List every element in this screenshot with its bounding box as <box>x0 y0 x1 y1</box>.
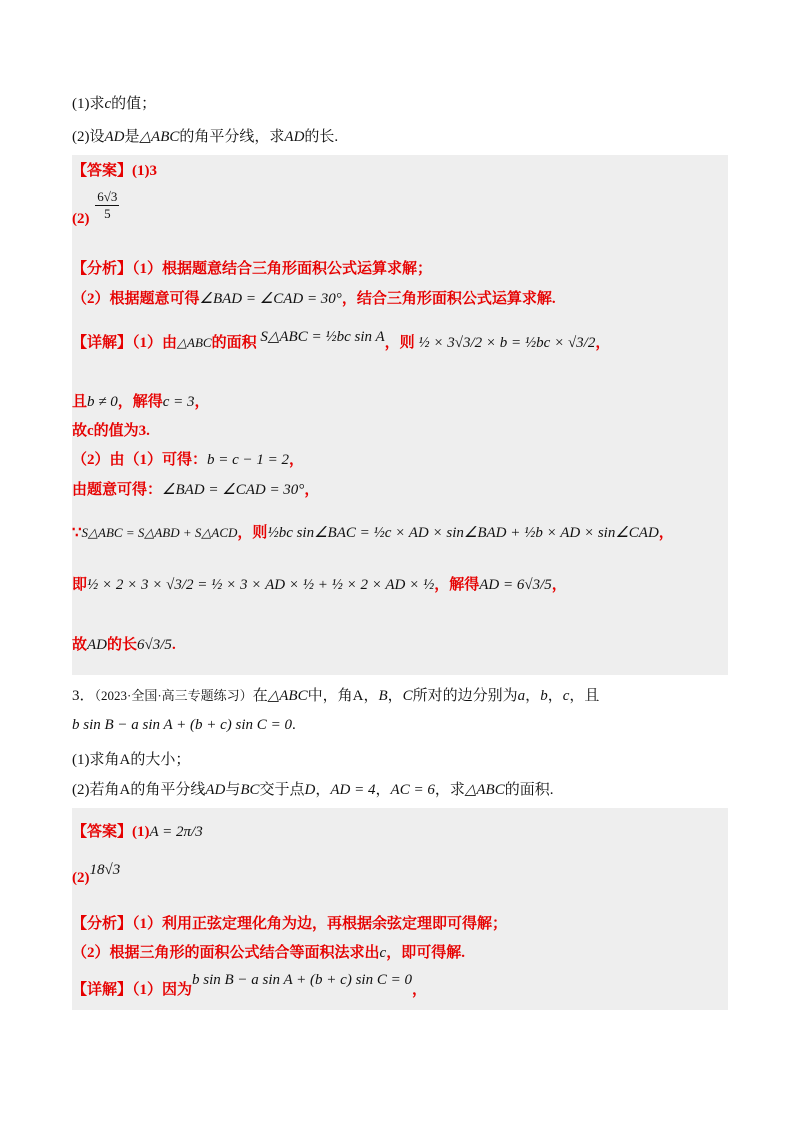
text: ， <box>304 482 320 498</box>
text: 交于点 <box>259 782 305 798</box>
math-formula: ½ × 2 × 3 × √3/2 = ½ × 3 × AD × ½ + ½ × 2 × AD × ½ <box>87 577 435 593</box>
detail-line-3: 故c的值为3. <box>72 423 150 439</box>
math-var: AD <box>284 129 305 145</box>
text: ， <box>595 335 611 351</box>
math-var: △ABC <box>139 129 180 145</box>
q3-analysis-2 <box>72 943 465 963</box>
text: 故 <box>72 637 88 653</box>
math-formula: AD = 6√3/5 <box>479 577 552 593</box>
detail-line-8 <box>72 635 176 655</box>
numerator: 6√3 <box>97 189 118 204</box>
question-part-1 <box>72 94 156 114</box>
detail-line-5 <box>72 480 319 500</box>
math-formula: c = 3 <box>162 394 195 410</box>
answer-part-2 <box>72 189 121 236</box>
math-formula: ∠BAD = ∠CAD = 30° <box>162 482 305 498</box>
math-var: BC <box>240 782 260 798</box>
detail-line-6 <box>72 523 674 543</box>
q3-answer-1 <box>72 822 203 842</box>
answer-label: 【答案】(1)3 <box>72 163 157 179</box>
question-3-part-2: (2)若角A的角平分线AD与BC交于点D，AD = 4，AC = 6，求△ABC的面积. <box>72 782 554 798</box>
math-var: c <box>379 945 387 961</box>
text: ， <box>194 394 210 410</box>
question-part-2 <box>72 127 338 147</box>
text: 【详解】（1）由 <box>72 335 178 351</box>
text: 的角平分线，求 <box>179 129 285 145</box>
math-var: △ABC <box>267 688 308 704</box>
text: ，则 <box>237 525 268 541</box>
text: 【详解】（1）因为 <box>72 982 193 998</box>
text: 所对的边分别为 <box>412 688 518 704</box>
math-var: B <box>378 688 388 704</box>
analysis-line-2 <box>72 289 556 309</box>
math-var: C <box>402 688 413 704</box>
text: ，解得 <box>117 394 163 410</box>
question-3-part-1: (1)求角A的大小； <box>72 752 191 768</box>
text: (2)若角A的角平分线 <box>72 782 206 798</box>
math-formula: b sin B − a sin A + (b + c) sin C = 0 <box>72 717 292 733</box>
text: . <box>171 637 176 653</box>
source: （2023·全国·高三专题练习） <box>94 688 253 703</box>
answer-box-q3 <box>72 808 728 1010</box>
answer-box <box>72 155 728 675</box>
text: ， <box>289 452 305 468</box>
text: (1)求 <box>72 96 105 112</box>
text: 的面积. <box>504 782 554 798</box>
text: ， <box>658 525 674 541</box>
text: 且 <box>72 394 88 410</box>
math-formula: ∠BAD = ∠CAD = 30° <box>199 291 342 307</box>
math-var: △ABC <box>177 335 212 350</box>
math-var: D <box>304 782 316 798</box>
text: ，结合三角形面积公式运算求解. <box>341 291 556 307</box>
text: ， <box>315 782 331 798</box>
text: 的面积 <box>211 335 257 351</box>
q3-answer-2 <box>72 862 121 888</box>
math-formula: ½ × 3√3/2 × b = ½bc × √3/2 <box>418 335 596 351</box>
q3-detail-1 <box>72 972 427 1000</box>
text: 即 <box>72 577 88 593</box>
text: ，且 <box>569 688 600 704</box>
q3-analysis-1: 【分析】（1）利用正弦定理化角为边，再根据余弦定理即可得解； <box>72 916 508 932</box>
math-formula: S△ABC = ½bc sin A <box>260 329 385 345</box>
math-formula: ½bc sin∠BAC = ½c × AD × sin∠BAD + ½b × AD × sin∠CAD <box>267 525 659 541</box>
detail-line-4 <box>72 450 304 470</box>
text: 中，角 <box>307 688 353 704</box>
text: ∵ <box>72 525 82 541</box>
math-var: △ABC <box>464 782 505 798</box>
math-var: b <box>540 688 548 704</box>
question-3-condition <box>72 715 296 735</box>
text: 由题意可得： <box>72 482 163 498</box>
text: ，求 <box>434 782 465 798</box>
question-3-intro: 3．（2023·全国·高三专题练习）在△ABC中，角A，B，C所对的边分别为a，b，c，且 <box>72 688 600 704</box>
text: (2) <box>72 870 90 886</box>
text: . <box>291 717 296 733</box>
math-var: c <box>562 688 570 704</box>
math-formula: A = 2π/3 <box>149 824 203 840</box>
text: 与 <box>225 782 241 798</box>
text: 的长. <box>304 129 339 145</box>
text: 的值； <box>111 96 157 112</box>
analysis-line-1: 【分析】（1）根据题意结合三角形面积公式运算求解； <box>72 261 433 277</box>
text: ，即可得解. <box>386 945 465 961</box>
math-var: AD <box>87 637 108 653</box>
math-var: AD <box>205 782 226 798</box>
text: ， <box>411 982 427 998</box>
text: 在 <box>252 688 268 704</box>
text: (2) <box>72 210 90 227</box>
fraction <box>95 189 119 222</box>
text: （2）由（1）可得： <box>72 452 208 468</box>
detail-line-7 <box>72 575 567 595</box>
text: ，解得 <box>434 577 480 593</box>
math-var: A <box>352 688 364 704</box>
text: （2）根据三角形的面积公式结合等面积法求出 <box>72 945 380 961</box>
math-formula: b ≠ 0 <box>87 394 118 410</box>
detail-line-1 <box>72 329 611 353</box>
math-var: AD <box>104 129 125 145</box>
math-formula: 18√3 <box>89 862 121 878</box>
math-formula: S△ABC = S△ABD + S△ACD <box>81 525 238 540</box>
denominator: 5 <box>104 206 111 221</box>
math-formula: b sin B − a sin A + (b + c) sin C = 0 <box>192 972 412 988</box>
text: ，则 <box>384 335 415 351</box>
math-formula: 6√3/5 <box>137 637 172 653</box>
text: (2)设 <box>72 129 105 145</box>
math-var: a <box>517 688 526 704</box>
text: 【答案】(1) <box>72 824 150 840</box>
text: 的长 <box>107 637 138 653</box>
math-formula: AC = 6 <box>390 782 435 798</box>
question-number: 3． <box>72 688 95 704</box>
text: 是 <box>124 129 140 145</box>
text: （2）根据题意可得 <box>72 291 200 307</box>
text: ， <box>551 577 567 593</box>
math-var: c <box>104 96 112 112</box>
math-formula: b = c − 1 = 2 <box>207 452 290 468</box>
math-formula: AD = 4 <box>330 782 376 798</box>
detail-line-2 <box>72 392 210 412</box>
